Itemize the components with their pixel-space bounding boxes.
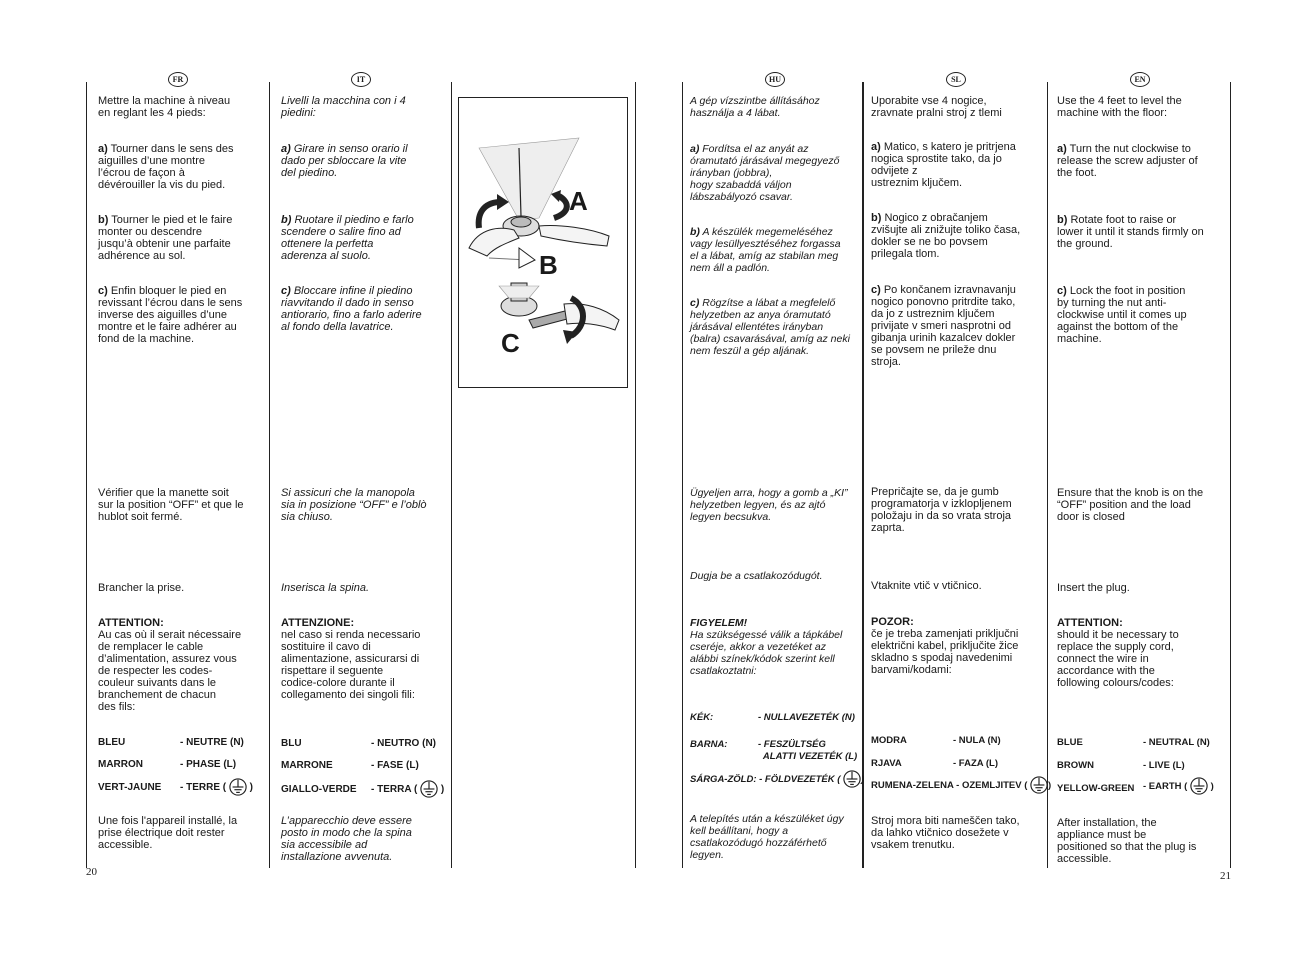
wire-code-1: - NULA (N) [953, 735, 1001, 746]
step-c: c) Bloccare infine il piedino riavvitando il dado in senso antiorario, fino a farlo aderire al fondo della lavatrice. [281, 285, 422, 333]
page-number-right: 21 [1220, 870, 1231, 882]
attention-text: Au cas où il serait nécessaire de remplacer le cable d’alimentation, assurez vous de respecter les codes- couleur suivants dans le branchement de chacun des fils: [98, 629, 242, 713]
attention-title: ATTENTION: [98, 617, 164, 629]
final-text: L’apparecchio deve essere posto in modo che la spina sia accessibile ad installazione avvenuta. [281, 815, 412, 863]
final-text: Stroj mora biti nameščen tako, da lahko vtičnico dosežete v vsakem trenutku. [871, 815, 1020, 851]
step-c: c) Rögzítse a lábat a megfelelő helyzetben az anya óramutató járásával ellentétes irányban (balra) csavarásával, amíg az neki nem feszül a gép aljának. [690, 297, 850, 357]
knob-text: Ügyeljen arra, hogy a gomb a „KI” helyzetben legyen, és az ajtó legyen becsukva. [690, 487, 848, 523]
earth-symbol-icon [843, 770, 861, 788]
wire-color-3: YELLOW-GREEN [1057, 783, 1135, 794]
wire-color-2: MARRONE [281, 760, 333, 771]
step-c: c) Enfin bloquer le pied en revissant l’écrou dans le sens inverse des aiguilles d’une montre et le faire adhérer au fond de la machine. [98, 285, 243, 345]
earth-symbol-icon [229, 778, 247, 796]
step-b: b) Rotate foot to raise or lower it until it stands firmly on the ground. [1057, 214, 1204, 250]
step-a: a) Turn the nut clockwise to release the screw adjuster of the foot. [1057, 143, 1198, 179]
attention-text: nel caso si renda necessario sostituire il cavo di alimentazione, assicurarsi di rispettare il seguente codice-colore durante il collegamento dei singoli fili: [281, 629, 421, 701]
plug-text: Vtaknite vtič v vtičnico. [871, 580, 982, 592]
final-text: A telepítés után a készüléket úgy kell beállítani, hogy a csatlakozódugó hozzáférhető legyen. [690, 813, 844, 861]
wire-color-2: MARRON [98, 759, 143, 770]
knob-text: Prepričajte se, da je gumb programatorja v izklopljenem položaju in da so vrata stroja zaprta. [871, 486, 1012, 534]
wire-code-2: - FESZÜLTSÉG ALATTI VEZETÉK (L) [758, 739, 858, 762]
wire-code-1: - NEUTRO (N) [371, 738, 436, 749]
column-divider [269, 82, 270, 868]
language-badge-sl: SL [946, 72, 966, 87]
language-badge-en: EN [1130, 72, 1150, 87]
attention-text: should it be necessary to replace the supply cord, connect the wire in accordance with the following colours/codes: [1057, 629, 1179, 689]
wire-code-3: - EARTH ( ) [1143, 777, 1214, 797]
column-divider [682, 82, 683, 868]
step-b: b) A készülék megemeléséhez vagy lesüllyesztéséhez forgassa el a lábat, amíg az stabilan meg nem áll a padlón. [690, 226, 841, 274]
language-badge-hu: HU [765, 72, 785, 87]
wire-color-1: BLEU [98, 737, 126, 748]
earth-symbol-icon [1190, 777, 1208, 795]
column-divider [1230, 82, 1231, 868]
step-c: c) Lock the foot in position by turning the nut anti- clockwise until it comes up against the bottom of the machine. [1057, 285, 1187, 345]
intro-text: A gép vízszintbe állításához használja a 4 lábat. [690, 95, 820, 119]
earth-symbol-icon [420, 780, 438, 798]
step-a: a) Tourner dans le sens des aiguilles d’une montre l’écrou de façon à dévérouiller la vis du pied. [98, 143, 234, 191]
wire-color-1: KÉK: [690, 712, 714, 723]
wire-color-2: BARNA: [690, 739, 728, 750]
page-number-left: 20 [86, 866, 97, 878]
wire-code-2: - FAZA (L) [953, 758, 999, 769]
step-a: a) Fordítsa el az anyát az óramutató járásával megegyező irányban (jobbra), hogy szabaddá váljon lábszabályozó csavar. [690, 143, 840, 203]
language-badge-it: IT [351, 72, 371, 87]
final-text: After installation, the appliance must be positioned so that the plug is accessible. [1057, 817, 1197, 865]
intro-text: Livelli la macchina con i 4 piedini: [281, 95, 406, 119]
attention-title: ATTENZIONE: [281, 617, 355, 629]
wire-color-1: MODRA [871, 735, 907, 746]
attention-title: FIGYELEM! [690, 617, 748, 629]
step-a: a) Girare in senso orario il dado per sbloccare la vite del piedino. [281, 143, 408, 179]
step-b: b) Tourner le pied et le faire monter ou descendre jusqu’à obtenir une parfaite adhérence au sol. [98, 214, 233, 262]
intro-text: Mettre la machine à niveau en reglant les 4 pieds: [98, 95, 231, 119]
wire-color-3: RUMENA-ZELENA - OZEMLJITEV ( ) [871, 776, 1051, 796]
wire-code-2: - LIVE (L) [1143, 760, 1185, 771]
language-badge-fr: FR [168, 72, 188, 87]
plug-text: Inserisca la spina. [281, 582, 370, 594]
column-divider [635, 82, 636, 868]
step-c: c) Po končanem izravnavanju nogico ponovno pritrdite tako, da jo z ustreznim ključem privijate v smeri nasprotni od gibanja urinih kazalcev dokler se povsem ne prileže dnu stroja. [871, 284, 1016, 368]
wire-color-3: GIALLO-VERDE [281, 784, 357, 795]
wire-code-2: - PHASE (L) [180, 759, 237, 770]
wire-code-1: - NULLAVEZETÉK (N) [758, 712, 855, 723]
figure-label-a: A [569, 186, 588, 216]
wire-color-1: BLUE [1057, 737, 1083, 748]
knob-text: Ensure that the knob is on the “OFF” position and the load door is closed [1057, 487, 1204, 523]
column-divider [1047, 82, 1048, 868]
wire-color-3: SÁRGA-ZÖLD: - FÖLDVEZETÉK ( ) [690, 770, 864, 790]
wire-code-1: - NEUTRE (N) [180, 737, 244, 748]
knob-text: Vérifier que la manette soit sur la position “OFF” et que le hublot soit fermé. [98, 487, 244, 523]
final-text: Une fois l'appareil installé, la prise électrique doit rester accessible. [98, 815, 238, 851]
column-divider [86, 82, 87, 868]
wire-code-2: - FASE (L) [371, 760, 419, 771]
column-divider [451, 82, 452, 868]
step-b: b) Ruotare il piedino e farlo scendere o salire fino ad ottenere la perfetta aderenza al suolo. [281, 214, 414, 262]
intro-text: Use the 4 feet to level the machine with the floor: [1057, 95, 1182, 119]
wire-color-1: BLU [281, 738, 302, 749]
knob-text: Si assicuri che la manopola sia in posizione “OFF” e l’oblò sia chiuso. [281, 487, 427, 523]
plug-text: Brancher la prise. [98, 582, 185, 594]
attention-text: če je treba zamenjati priključni električni kabel, priključite žice skladno s spodaj navedenimi barvami/kodami: [871, 628, 1019, 676]
wire-color-2: BROWN [1057, 760, 1094, 771]
plug-text: Insert the plug. [1057, 582, 1130, 594]
wire-code-3: - TERRA ( ) [371, 780, 444, 800]
foot-adjustment-illustration [459, 98, 627, 387]
attention-title: ATTENTION: [1057, 617, 1123, 629]
earth-symbol-icon [1030, 776, 1048, 794]
wire-code-3: - TERRE ( ) [180, 778, 253, 798]
attention-text: Ha szükségessé válik a tápkábel cseréje, akkor a vezetéket az alábbi színek/kódok szerint kell csatlakoztatni: [690, 629, 843, 677]
column-divider [862, 82, 864, 868]
wire-color-2: RJAVA [871, 758, 902, 769]
wire-code-1: - NEUTRAL (N) [1143, 737, 1210, 748]
attention-title: POZOR: [871, 616, 914, 628]
step-a: a) Matico, s katero je pritrjena nogica sprostite tako, da jo odvijete z ustreznim ključem. [871, 141, 1016, 189]
step-b: b) Nogico z obračanjem zvišujte ali znižujte toliko časa, dokler se ne bo povsem prilegala tlom. [871, 212, 1021, 260]
figure-label-c: C [501, 328, 520, 358]
leveling-feet-figure [458, 97, 628, 388]
figure-label-b: B [539, 250, 558, 280]
wire-color-3: VERT-JAUNE [98, 782, 162, 793]
intro-text: Uporabite vse 4 nogice, zravnate pralni stroj z tlemi [871, 95, 1002, 119]
plug-text: Dugja be a csatlakozódugót. [690, 570, 823, 582]
